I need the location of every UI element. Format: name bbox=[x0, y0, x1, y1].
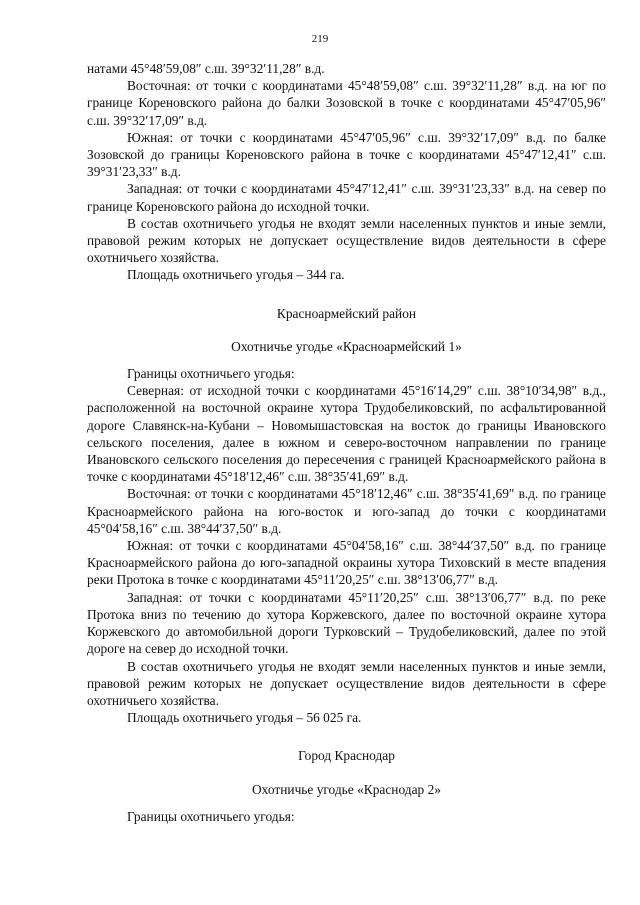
paragraph-area: Площадь охотничьего угодья – 56 025 га. bbox=[127, 710, 362, 726]
hunting-ground-title: Охотничье угодье «Краснодар 2» bbox=[252, 781, 441, 797]
paragraph-area: Площадь охотничьего угодья – 344 га. bbox=[127, 267, 345, 283]
boundaries-heading: Границы охотничьего угодья: bbox=[127, 366, 295, 382]
paragraph-south-boundary: Южная: от точки с координатами 45°04′58,16″ с.ш. 38°44′37,50″ в.д. по границе Красноармейского района до юго-западной окраины хутора Тиховский в месте впадения реки Протока в точке с координатами 45°11′20,25″ с.ш. 38°13′06,77″ в.д. bbox=[87, 538, 606, 588]
paragraph-west-boundary: Западная: от точки с координатами 45°11′20,25″ с.ш. 38°13′06,77″ в.д. по реке Протока вниз по течению до хутора Коржевского, далее по восточной окраине хутора Коржевского до автомобильной дороги Турковский – Трудобеликовский, далее по этой дороге на север до исходной точки. bbox=[87, 589, 606, 657]
paragraph-west-boundary: Западная: от точки с координатами 45°47′12,41″ с.ш. 39°31′23,33″ в.д. на север по границе Кореновского района до исходной точки. bbox=[87, 181, 606, 214]
paragraph-east-boundary: Восточная: от точки с координатами 45°18′12,46″ с.ш. 38°35′41,69″ в.д. по границе Красноармейского района на юго-восток и юго-запад до точки с координатами 45°04′58,16″ с.ш. 38°44′37,50″ в.д. bbox=[87, 486, 606, 536]
district-heading: Город Краснодар bbox=[298, 748, 395, 764]
paragraph-north-boundary: Северная: от исходной точки с координатами 45°16′14,29″ с.ш. 38°10′34,98″ в.д., расположенной на восточной окраине хутора Трудобеликовский, по асфальтированной дороге Славянск-на-Кубани – Новомышастовская на восток до границы Ивановского сельского поселения, далее в южном и северо-восточном направлении по границе Ивановского сельского поселения до пересечения с границей Красноармейского района в точке с координатами 45°18′12,46″ с.ш. 38°35′41,69″ в.д. bbox=[87, 383, 606, 485]
paragraph-east-boundary: Восточная: от точки с координатами 45°48′59,08″ с.ш. 39°32′11,28″ в.д. на юг по границе Кореновского района до балки Зозовской в точке с координатами 45°47′05,96″ с.ш. 39°32′17,09″ в.д. bbox=[87, 78, 606, 128]
hunting-ground-title: Охотничье угодье «Красноармейский 1» bbox=[231, 338, 462, 354]
page-number: 219 bbox=[311, 33, 329, 45]
document-body bbox=[87, 60, 606, 825]
paragraph-exclusions: В состав охотничьего угодья не входят земли населенных пунктов и иные земли, правовой режим которых не допускает осуществление видов деятельности в сфере охотничьего хозяйства. bbox=[87, 658, 606, 708]
paragraph-continuation: натами 45°48′59,08″ с.ш. 39°32′11,28″ в.д. bbox=[87, 61, 325, 76]
district-heading: Красноармейский район bbox=[276, 305, 417, 321]
paragraph-south-boundary: Южная: от точки с координатами 45°47′05,96″ с.ш. 39°32′17,09″ в.д. по балке Зозовской до границы Кореновского района в точке с координатами 45°47′12,41″ с.ш. 39°31′23,33″ в.д. bbox=[87, 129, 606, 180]
paragraph-exclusions: В состав охотничьего угодья не входят земли населенных пунктов и иные земли, правовой режим которых не допускает осуществление видов деятельности в сфере охотничьего хозяйства. bbox=[87, 215, 606, 266]
boundaries-heading: Границы охотничьего угодья: bbox=[127, 808, 295, 824]
